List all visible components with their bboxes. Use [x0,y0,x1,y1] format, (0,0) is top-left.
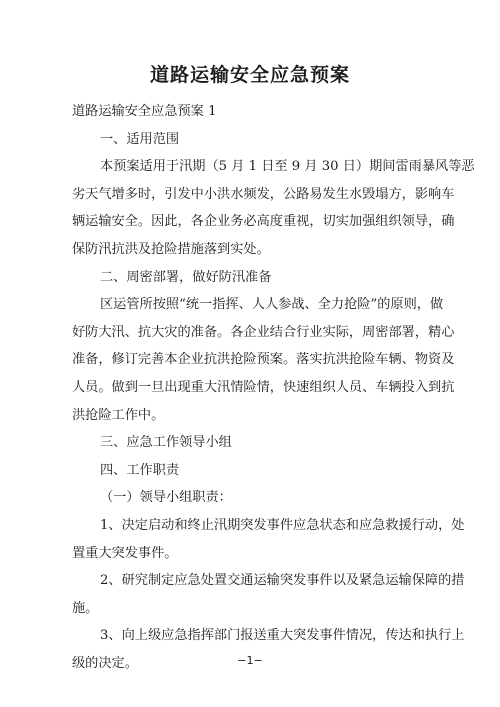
body-line: 2、研究制定应急处置交通运输突发事件以及紧急运输保障的措 [100,573,465,589]
body-line: 1、决定启动和终止汛期突发事件应急状态和应急救援行动，处 [100,517,465,533]
body-line: 施。 [72,600,99,616]
body-line: 人员。做到一旦出现重大汛情险情，快速组织人员、车辆投入到抗 [72,379,455,395]
document-title: 道路运输安全应急预案 [149,64,350,86]
section-heading: 三、应急工作领导小组 [100,435,232,451]
body-line: 3、向上级应急指挥部门报送重大突发事件情况，传达和执行上 [100,628,465,644]
body-line: 置重大突发事件。 [72,545,178,561]
body-line: 级的决定。 [72,655,138,671]
section-heading: 四、工作职责 [100,462,180,478]
body-line: 本预案适用于汛期（5 月 1 日至 9 月 30 日）期间雷雨暴风等恶 [100,159,475,175]
body-line: 保防汛抗洪及抢险措施落到实处。 [72,241,270,257]
section-heading: 二、周密部署，做好防汛准备 [100,269,272,285]
subsection-heading: （一）领导小组职责： [100,490,232,506]
body-line: 好防大汛、抗大灾的准备。各企业结合行业实际，周密部署，精心 [72,324,455,340]
document-body [72,98,475,677]
section-heading: 一、适用范围 [100,131,180,147]
body-line: 辆运输安全。因此，各企业务必高度重视，切实加强组织领导，确 [72,214,455,230]
body-line: 道路运输安全应急预案 1 [72,104,217,119]
body-line: 劣天气增多时，引发中小洪水频发，公路易发生水毁塌方，影响车 [72,186,455,202]
body-line: 洪抢险工作中。 [72,407,165,423]
body-line: 准备，修订完善本企业抗洪抢险预案。落实抗洪抢险车辆、物资及 [72,352,455,368]
body-line: 区运管所按照“统一指挥、人人参战、全力抢险”的原则，做 [100,297,444,313]
page-number: −1− [237,654,263,667]
